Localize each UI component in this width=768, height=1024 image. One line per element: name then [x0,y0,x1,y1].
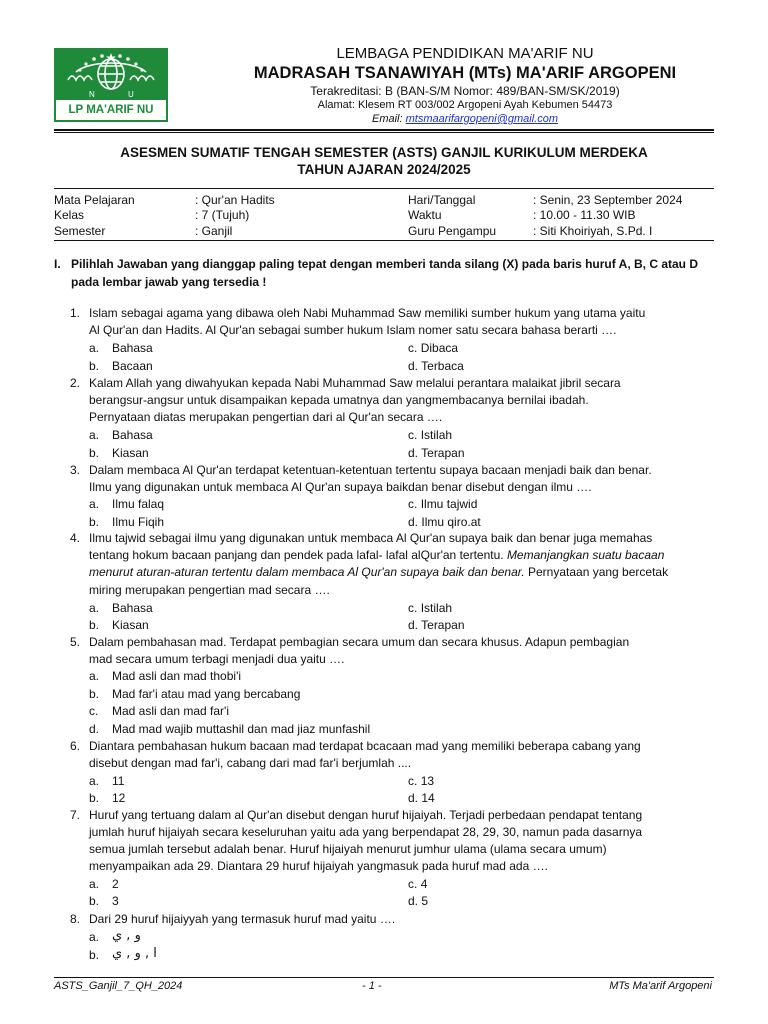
option-letter: b. [89,618,100,632]
question-text: jumlah huruf hijaiyah secara keseluruhan yaitu ada yang berpendapat 28, 29, 30, namun pada dasarnya [89,825,643,839]
option-letter: b. [89,894,100,908]
option-a: Ilmu falaq [112,497,165,511]
question-text: berangsur-angsur untuk disampaikan kepada umatnya dan yangmembacanya bernilai ibadah. [89,393,589,407]
option-letter: a. [89,930,100,944]
option-c: Mad asli dan mad far'i [112,704,230,718]
option-b: Mad far'i atau mad yang bercabang [112,687,301,701]
info-label-time: Waktu [408,208,442,222]
info-value-subject: : Qur'an Hadits [195,193,275,207]
question-text: miring merupakan pengertian mad secara …. [89,583,330,597]
option-c [408,774,434,788]
accreditation: Terakreditasi: B (BAN-S/M Nomor: 489/BAN-SM/SK/2019) [310,84,620,98]
page-number: - 1 - [362,980,382,992]
option-a: Bahasa [112,428,153,442]
option-letter: c. [408,774,418,788]
question-text [89,565,668,579]
info-value-semester: : Ganjil [195,224,233,238]
option-c [408,428,452,442]
footer-rule [54,977,714,978]
logo-letter-n: N [89,90,95,99]
question-text: Kalam Allah yang diwahyukan kepada Nabi Muhammad Saw melalui perantara malaikat jibril secara [89,376,621,390]
option-letter: b. [89,948,100,962]
email-link[interactable]: mtsmaarifargopeni@gmail.com [405,113,558,125]
question-text-plain: Pernyataan yang bercetak [524,565,669,579]
info-label-class: Kelas [54,208,85,222]
option-letter: a. [89,774,100,788]
option-text: 4 [420,877,428,891]
option-b: ا , و , ي [112,946,157,961]
option-a: و , ي [112,928,141,943]
option-letter: a. [89,601,100,615]
option-letter: b. [89,515,100,529]
question-number: 4. [70,531,81,545]
option-b: 12 [112,791,126,805]
question-text: semua jumlah tersebut adalah benar. Huruf hijaiyah menurut jumhur ulama (ulama secara umum) [89,842,607,856]
question-text-italic: menurut aturan-aturan tertentu dalam membaca Al Qur'an supaya baik dan benar. [89,565,525,579]
info-top-rule [54,188,714,189]
option-letter: b. [89,791,100,805]
option-letter: c. [89,704,99,718]
logo-letter-u: U [128,90,134,99]
option-b: 3 [112,894,119,908]
question-number: 2. [70,376,81,390]
question-text: Pernyataan diatas merupakan pengertian dari al Qur'an secara …. [89,410,443,424]
option-letter: d. [89,722,100,736]
section-instruction [54,256,716,291]
info-value-teacher: : Siti Khoiriyah, S.Pd. I [533,224,653,238]
nu-globe-emblem-icon [56,50,166,102]
question-number: 3. [70,463,81,477]
option-text: Istilah [420,601,453,615]
option-letter: d. [408,515,419,529]
option-letter: b. [89,359,100,373]
option-text: Terapan [421,618,465,632]
info-label-semester: Semester [54,224,106,238]
info-value-class: : 7 (Tujuh) [195,208,250,222]
logo-label: LP MA'ARIF NU [56,100,166,120]
option-letter: a. [89,428,100,442]
question-number: 8. [70,912,81,926]
info-label-date: Hari/Tanggal [408,193,476,207]
option-text: 14 [421,791,435,805]
option-letter: a. [89,497,100,511]
option-c [408,497,477,511]
question-text: menyampaikan ada 29. Diantara 29 huruf hijaiyah yangmasuk pada huruf mad ada …. [89,859,548,873]
question-text: disebut dengan mad far'i, cabang dari mad far'i berjumlah .... [89,756,412,770]
question-text: Diantara pembahasan hukum bacaan mad terdapat bcacaan mad yang memiliki beberapa cabang yang [89,739,641,753]
option-text: Ilmu qiro.at [421,515,481,529]
option-c [408,601,452,615]
info-bottom-rule [54,240,714,241]
option-letter: a. [89,341,100,355]
option-text: 5 [421,894,429,908]
option-b: Kiasan [112,618,149,632]
option-letter: a. [89,877,100,891]
question-number: 5. [70,635,81,649]
option-letter: c. [408,877,418,891]
question-text: Dalam membaca Al Qur'an terdapat ketentuan-ketentuan tertentu supaya bacaan menjadi baik dan benar. [89,463,652,477]
academic-year: TAHUN AJARAN 2024/2025 [297,162,471,177]
info-label-subject: Mata Pelajaran [54,193,135,207]
question-number: 7. [70,808,81,822]
option-d [408,618,465,632]
option-letter: d. [408,618,419,632]
option-text: Istilah [420,428,453,442]
question-text: Dari 29 huruf hijaiyyah yang termasuk huruf mad yaitu …. [89,912,396,926]
option-b: Ilmu Fiqih [112,515,165,529]
option-text: Terbaca [421,359,464,373]
institution-name: LEMBAGA PENDIDIKAN MA'ARIF NU [336,45,594,62]
option-letter: d. [408,446,419,460]
option-letter: c. [408,428,418,442]
info-value-date: : Senin, 23 September 2024 [533,193,683,207]
question-text-italic: Memanjangkan suatu bacaan [506,548,665,562]
option-d [408,359,464,373]
option-c [408,877,427,891]
info-label-teacher: Guru Pengampu [408,224,497,238]
option-letter: a. [89,669,100,683]
option-text: Terapan [421,446,465,460]
footer-doc-code: ASTS_Ganjil_7_QH_2024 [54,980,183,992]
option-a: Bahasa [112,601,153,615]
option-letter: d. [408,791,419,805]
option-d [408,894,428,908]
question-text: mad secara umum terbagi menjadi dua yaitu …. [89,652,345,666]
footer-school: MTs Ma'arif Argopeni [609,980,712,992]
question-text: Al Qur'an dan Hadits. Al Qur'an sebagai sumber hukum Islam nomer satu secara bahasa berarti …. [89,323,617,337]
header-divider-thick [54,129,714,131]
option-b: Bacaan [112,359,153,373]
option-a: Bahasa [112,341,153,355]
option-d [408,515,481,529]
option-letter: d. [408,359,419,373]
question-text: Ilmu tajwid sebagai ilmu yang digunakan untuk membaca Al Qur'an supaya baik dan benar juga memahas [89,531,653,545]
option-d: Mad mad wajib muttashil dan mad jiaz munfashil [112,722,371,736]
email-line [180,113,750,125]
option-letter: d. [408,894,419,908]
option-b: Kiasan [112,446,149,460]
option-a: 11 [112,774,125,788]
option-letter: b. [89,446,100,460]
question-number: 1. [70,306,81,320]
info-value-time: : 10.00 - 11.30 WIB [533,208,636,222]
exam-title: ASESMEN SUMATIF TENGAH SEMESTER (ASTS) GANJIL KURIKULUM MERDEKA [120,145,648,160]
school-name: MADRASAH TSANAWIYAH (MTs) MA'ARIF ARGOPENI [253,64,677,82]
option-d [408,446,465,460]
option-a: 2 [112,877,119,891]
email-label: Email: [371,113,406,125]
header-divider-thin [54,132,714,133]
address: Alamat: Klesem RT 003/002 Argopeni Ayah Kebumen 54473 [317,99,613,111]
option-letter: c. [408,497,418,511]
question-text: Islam sebagai agama yang dibawa oleh Nabi Muhammad Saw memiliki sumber hukum yang utama yaitu [89,306,646,320]
option-text: Ilmu tajwid [420,497,478,511]
option-letter: c. [408,341,418,355]
option-d [408,791,435,805]
option-letter: c. [408,601,418,615]
question-text: Ilmu yang digunakan untuk membaca Al Qur'an supaya baikdan benar disebut dengan ilmu …. [89,480,592,494]
option-letter: b. [89,687,100,701]
section-number: I. [54,257,61,271]
option-text: Dibaca [420,341,459,355]
question-text: Dalam pembahasan mad. Terdapat pembagian secara umum dan secara khusus. Adapun pembagian [89,635,630,649]
school-logo [54,48,168,122]
question-text-plain: tentang hokum bacaan panjang dan pendek pada lafal- lafal alQur'an tertentu. [89,548,507,562]
question-text: Huruf yang tertuang dalam al Qur'an disebut dengan huruf hijaiyah. Terjadi perbedaan pendapat tentang [89,808,643,822]
option-text: 13 [420,774,435,788]
option-c [408,341,458,355]
instruction-text: Pilihlah Jawaban yang dianggap paling tepat dengan memberi tanda silang (X) pada baris huruf A, B, C atau D pada lembar jawab yang tersedia ! [71,257,698,289]
option-a: Mad asli dan mad thobi'i [112,669,242,683]
question-text [89,548,664,562]
question-number: 6. [70,739,81,753]
